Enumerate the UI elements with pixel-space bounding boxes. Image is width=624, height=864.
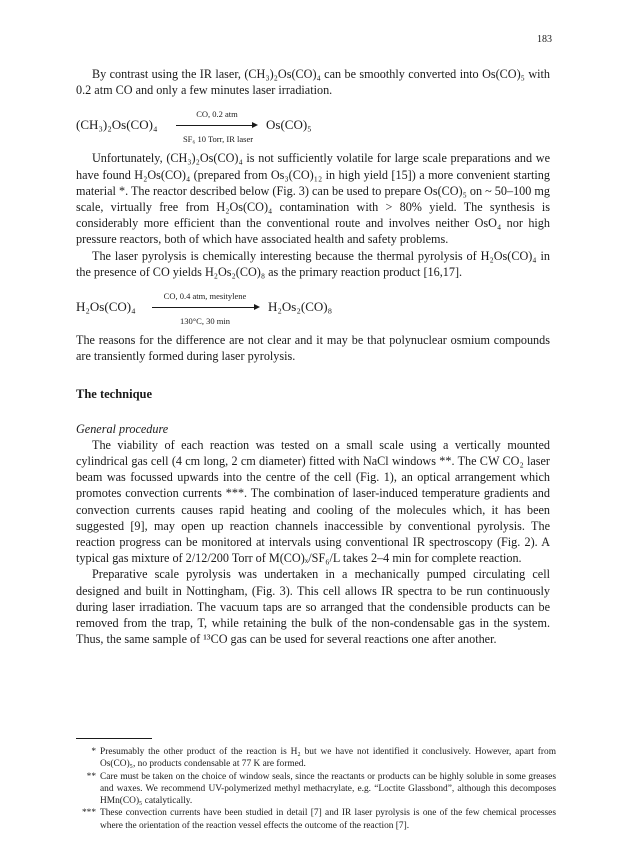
- equation-2-reactant: H₂Os(CO)₄: [76, 299, 136, 315]
- footnote-text: Presumably the other product of the reaction is H₂ but we have not identified it conclusively. However, apart from Os(CO)₅, no products condensable at 77 K are formed.: [100, 747, 556, 770]
- footnote-mark: ***: [81, 808, 96, 819]
- paragraph-preparation: Unfortunately, (CH₃)₂Os(CO)₄ is not sufficiently volatile for large scale preparations and we have found H₂Os(CO)₄ (prepared from Os₃(CO)₁₂ in high yield [15]) a more convenient starting material *. The reactor described below (Fig. 3) can be used to prepare Os(CO)₅ on ~ 50–100 mg scale, virtually free from H₂Os(CO)₄ contamination with > 80% yield. The synthesis is considerably more efficient than the conventional route and involves neither OsO₄ nor high pressure reactors, both of which have associated health and safety problems.: [76, 151, 550, 247]
- footnote-text: Care must be taken on the choice of window seals, since the reactants or products can be highly soluble in some greases and waxes. We recommend UV-polymerized methyl methacrylate, e.g. “Loctite Glassbond”, although this decomposes HMn(CO)₅ catalytically.: [100, 771, 556, 807]
- footnotes: [76, 746, 556, 832]
- footnote: [76, 746, 556, 771]
- paragraph-general-procedure: The viability of each reaction was tested on a small scale using a vertically mounted cylindrical gas cell (4 cm long, 2 cm diameter) fitted with NaCl windows **. The CW CO₂ laser beam was focussed upwards into the centre of the cell (Fig. 1), an optical arrangement which promotes convection currents ***. The combination of laser-induced temperature gradients and convection currents causes rapid heating and cooling of the molecules which, it has been suggested [9], may open up reaction channels inaccessible by conventional pyrolysis. The reaction progress can be monitored at intervals using conventional IR spectroscopy (Fig. 2). A typical gas mixture of 2/12/200 Torr of M(CO)ₓ/SF₆/L takes 2–4 min for complete reaction.: [76, 437, 550, 566]
- footnote-mark: *: [91, 747, 96, 757]
- section-heading: The technique: [76, 387, 153, 402]
- footnote-mark: **: [86, 771, 96, 782]
- reaction-equation-2: [76, 286, 550, 328]
- reaction-arrow-2: [152, 307, 258, 308]
- paragraph-laser-conversion: By contrast using the IR laser, (CH₃)₂Os(CO)₄ can be smoothly converted into Os(CO)₅ with 0.2 atm CO and only a few minutes laser irradiation.: [76, 67, 550, 98]
- footnote-divider: [76, 738, 152, 739]
- equation-2-conditions-above: CO, 0.4 atm, mesitylene: [163, 291, 247, 302]
- reaction-equation-1: [76, 104, 550, 146]
- equation-1-conditions-below: SF₆ 10 Torr, IR laser: [182, 134, 254, 145]
- footnote: [76, 807, 556, 832]
- footnote-text: These convection currents have been studied in detail [7] and IR laser pyrolysis is one of the few chemical processes where the orientation of the reaction vessel effects the outcome of the reaction [7].: [100, 808, 556, 831]
- page-number: 183: [537, 34, 552, 45]
- equation-2-conditions-below: 130°C, 30 min: [180, 316, 230, 327]
- equation-1-product: Os(CO)₅: [266, 117, 312, 133]
- body-text: [76, 66, 550, 647]
- equation-1-reactant: (CH₃)₂Os(CO)₄: [76, 117, 158, 133]
- equation-1-conditions-above: CO, 0.2 atm: [196, 109, 238, 120]
- paragraph-preparative-scale: Preparative scale pyrolysis was undertaken in a mechanically pumped circulating cell designed and built in Nottingham, (Fig. 3). This cell allows IR spectra to be run continuously during laser irradiation. The vacuum taps are so arranged that the condensible products can be removed from the trap, T, while retaining the bulk of the non-condensable gas in the system. Thus, the same sample of ¹³CO gas can be used for several reactions one after another.: [76, 567, 550, 647]
- subsection-heading: General procedure: [76, 421, 169, 436]
- paragraph-reasons: The reasons for the difference are not clear and it may be that polynuclear osmium compounds are transiently formed during laser pyrolysis.: [76, 333, 550, 364]
- reaction-arrow-1: [176, 125, 256, 126]
- footnote: [76, 771, 556, 808]
- equation-2-product: H₂Os₂(CO)₈: [268, 299, 333, 315]
- paragraph-pyrolysis-interest: The laser pyrolysis is chemically interesting because the thermal pyrolysis of H₂Os(CO)₄ in the presence of CO yields H₂Os₂(CO)₈ as the primary reaction product [16,17].: [76, 248, 550, 279]
